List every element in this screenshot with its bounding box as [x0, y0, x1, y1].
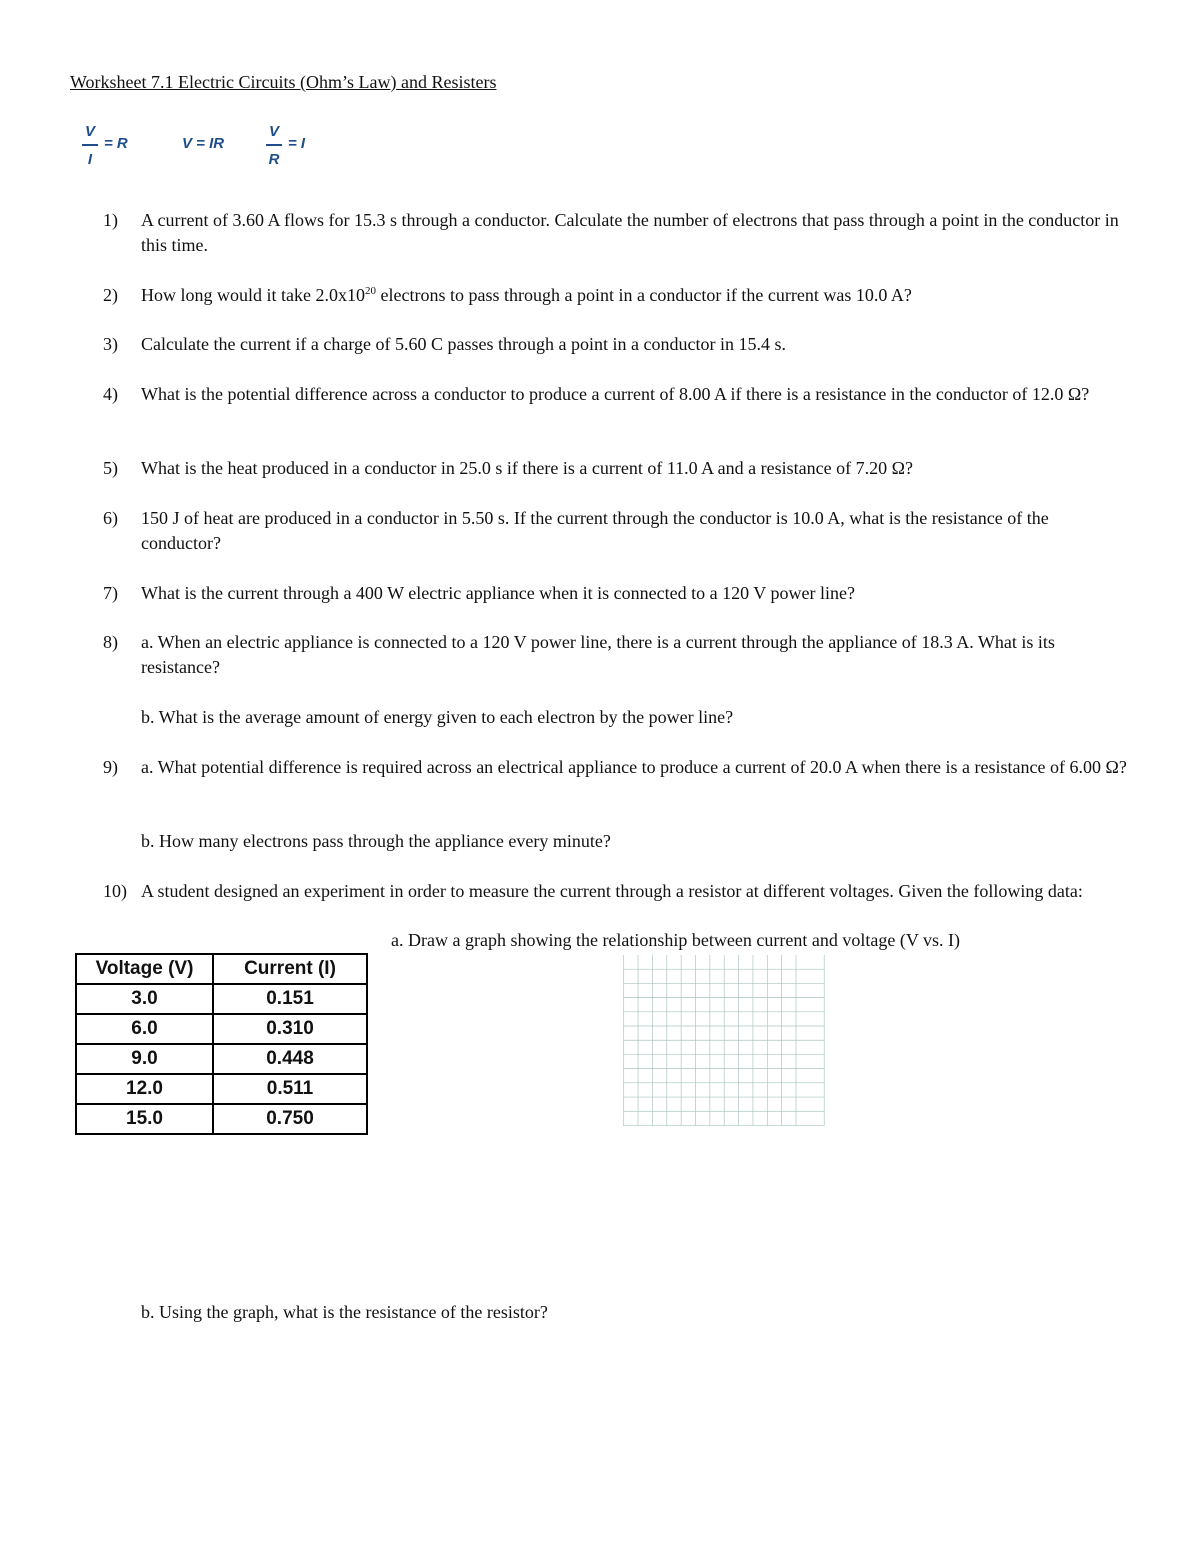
question-number: 10) [103, 881, 127, 901]
table-row [76, 984, 367, 1014]
table-row [76, 1014, 367, 1044]
question-number: 6) [103, 508, 118, 528]
voltage-cell: 15.0 [76, 1104, 213, 1134]
question-9b: b. How many electrons pass through the appliance every minute? [141, 831, 611, 851]
question-text: What is the potential difference across a conductor to produce a current of 8.00 A if there is a resistance in the conductor of 12.0 Ω? [141, 384, 1090, 404]
formula-rhs: = I [288, 135, 306, 152]
page-title: Worksheet 7.1 Electric Circuits (Ohm’s Law) and Resisters [70, 72, 497, 92]
question-number: 8) [103, 632, 118, 652]
current-cell: 0.750 [213, 1104, 367, 1134]
formula-rhs: = R [104, 135, 128, 152]
question-10b: b. Using the graph, what is the resistance of the resistor? [141, 1302, 548, 1322]
question-number: 1) [103, 210, 118, 230]
question-number: 5) [103, 458, 118, 478]
table-row [76, 1104, 367, 1134]
current-cell: 0.151 [213, 984, 367, 1014]
voltage-cell: 6.0 [76, 1014, 213, 1044]
table-row [76, 1074, 367, 1104]
table-header-row [76, 954, 367, 984]
question-8b: b. What is the average amount of energy given to each electron by the power line? [141, 707, 734, 727]
question-number: 3) [103, 334, 118, 354]
question-text: Calculate the current if a charge of 5.60 C passes through a point in a conductor in 15.4 s. [141, 334, 786, 354]
column-header-voltage: Voltage (V) [76, 954, 213, 984]
formula-text: V = IR [182, 135, 225, 152]
question-number: 2) [103, 285, 118, 305]
question-10a: a. Draw a graph showing the relationship between current and voltage (V vs. I) [391, 930, 960, 950]
formula-denominator: R [268, 150, 280, 168]
data-table [75, 953, 368, 1135]
voltage-cell: 12.0 [76, 1074, 213, 1104]
question-text: a. When an electric appliance is connected to a 120 V power line, there is a current through the appliance of 18.3 A. What is its resistance? [141, 632, 1055, 677]
question-text: A student designed an experiment in order to measure the current through a resistor at different voltages. Given the following data: [141, 881, 1083, 901]
table-row [76, 1044, 367, 1074]
voltage-cell: 3.0 [76, 984, 213, 1014]
exponent: 20 [364, 285, 376, 297]
question-text: What is the heat produced in a conductor in 25.0 s if there is a current of 11.0 A and a resistance of 7.20 Ω? [141, 458, 913, 478]
question-number: 9) [103, 757, 118, 777]
graph-paper-grid[interactable] [530, 955, 920, 1284]
question-text: 150 J of heat are produced in a conductor in 5.50 s. If the current through the conductor is 10.0 A, what is the resistance of the conductor? [141, 508, 1049, 553]
question-number: 7) [103, 583, 118, 603]
formula-numerator: V [84, 123, 95, 140]
column-header-current: Current (I) [213, 954, 367, 984]
formula-numerator: V [268, 123, 279, 140]
question-text: A current of 3.60 A flows for 15.3 s through a conductor. Calculate the number of electrons that pass through a point in the conductor in this time. [141, 210, 1119, 255]
current-cell: 0.448 [213, 1044, 367, 1074]
question-text: What is the current through a 400 W electric appliance when it is connected to a 120 V power line? [141, 583, 855, 603]
voltage-cell: 9.0 [76, 1044, 213, 1074]
question-text: How long would it take $2.0x10^{20}$ electrons to pass through a point in a conductor if the current was 10.0 A? [141, 285, 912, 305]
current-cell: 0.511 [213, 1074, 367, 1104]
question-number: 4) [103, 384, 118, 404]
formula-denominator: I [87, 150, 93, 168]
current-cell: 0.310 [213, 1014, 367, 1044]
question-text: a. What potential difference is required across an electrical appliance to produce a current of 20.0 A when there is a resistance of 6.00 Ω? [141, 757, 1127, 777]
